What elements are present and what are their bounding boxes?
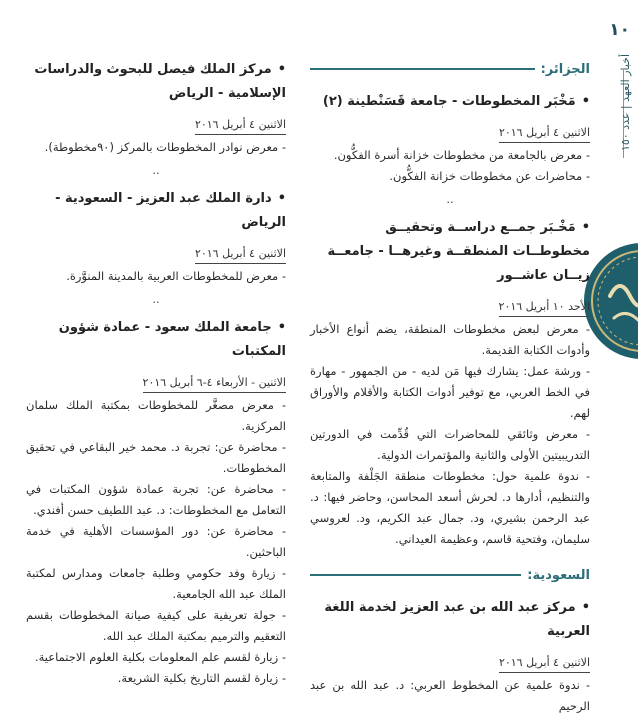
list-item: - ورشة عمل: يشارك فيها مَن لديه - من الجمهور - مهارة في الخط العربي، مع توفير أدوات الكتابة والأقلام والأوراق لهم. <box>310 364 590 420</box>
list-item: - معرض مصغَّر للمخطوطات بمكتبة الملك سلمان المركزية. <box>26 398 286 433</box>
list-item: - زيارة وفد حكومي وطلبة جامعات ومدارس لمكتبة الملك عبد الله الجامعية. <box>26 566 286 601</box>
entry-date: الاثنين ٤ أبريل ٢٠١٦ <box>195 245 286 264</box>
section-rule <box>310 574 521 576</box>
journal-name: أخبار العهد <box>618 53 632 102</box>
list-item: - معرض لبعض مخطوطات المنطقة، يضم أنواع الأخبار وأدوات الكتابة القديمة. <box>310 322 590 357</box>
entry-title <box>310 596 590 644</box>
list-item: - محاضرة عن: دور المؤسسات الأهلية في خدمة الباحثين. <box>26 524 286 559</box>
section-header-algeria <box>310 58 590 80</box>
entry-title <box>26 58 286 106</box>
entry-title <box>26 316 286 364</box>
section-label: السعودية: <box>527 567 590 583</box>
right-column <box>310 58 590 717</box>
entry-title-text: مَخْـبَر جمــع دراســة وتحقيــق مخطوطــات المنطقــة وغيرهــا - جامعــة زيــان عاشــور <box>327 220 590 283</box>
bullet-icon: • <box>581 94 590 109</box>
entry-title <box>26 187 286 235</box>
entry-title-text: دارة الملك عبد العزيز - السعودية - الرياض <box>55 191 286 230</box>
list-item: - معرض وثائقي للمحاضرات التي قُدِّمت في الدورتين التدريبيتين الأولى والثانية والمؤتمرات الدولية. <box>310 427 590 462</box>
section-label: الجزائر: <box>540 61 590 77</box>
section-rule <box>310 68 535 70</box>
trailing-dots: .. <box>152 292 160 306</box>
running-head-text <box>619 54 632 151</box>
entry-title-text: مركز الملك فيصل للبحوث والدراسات الإسلامية - الرياض <box>34 62 286 101</box>
entry-djelfa <box>310 216 590 550</box>
left-column <box>26 58 286 689</box>
entry-title <box>310 216 590 288</box>
entry-date: الاثنين ٤ أبريل ٢٠١٦ <box>195 116 286 135</box>
list-item: - محاضرات عن مخطوطات خزانة الفكُّون. <box>389 169 590 183</box>
list-item: - ندوة علمية عن المخطوط العربي: د. عبد الله بن عبد الرحيم <box>310 678 590 713</box>
bullet-icon: • <box>277 191 286 206</box>
list-item: - محاضرة عن: تجربة د. محمد خير البقاعي في تحقيق المخطوطات. <box>26 440 286 475</box>
bullet-icon: • <box>277 62 286 77</box>
section-header-saudi <box>310 564 590 586</box>
bullet-icon: • <box>277 320 286 335</box>
entry-title-text: مَخْبَر المخطوطات - جامعة قَسَنْطينة (٢) <box>322 94 576 109</box>
entry-date: الأحد ١٠ أبريل ٢٠١٦ <box>499 298 590 317</box>
trailing-dots: .. <box>152 163 160 177</box>
entry-title-text: جامعة الملك سعود - عمادة شؤون المكتبات <box>58 320 286 359</box>
page-number: ١٠ <box>609 20 630 40</box>
list-item: - معرض للمخطوطات العربية بالمدينة المنوَّرة. <box>66 269 286 283</box>
entry-date: الاثنين - الأربعاء ٤-٦ أبريل ٢٠١٦ <box>143 374 286 393</box>
running-head <box>606 53 634 176</box>
list-item: - زيارة لقسم علم المعلومات بكلية العلوم الاجتماعية. <box>34 650 286 664</box>
list-item: - ندوة علمية حول: مخطوطات منطقة الجَلْفة والمتابعة والتنظيم، أدارها د. لحرش أسعد المحاسن، وحاضر فيها: د. عبد الرحمن بشيري، ود. جمال عبد الكريم، ود. لعروسي سليمان، وفتحية قاسم، وعظيمة العيداني. <box>310 469 590 546</box>
entry-date: الاثنين ٤ أبريل ٢٠١٦ <box>499 124 590 143</box>
entry-title-text: مركز عبد الله بن عبد العزيز لخدمة اللغة العربية <box>324 600 590 639</box>
list-item: - معرض نوادر المخطوطات بالمركز (٩٠مخطوطة). <box>44 140 286 154</box>
bullet-icon: • <box>581 220 590 235</box>
entry-date: الاثنين ٤ أبريل ٢٠١٦ <box>499 654 590 673</box>
entry-constantine <box>310 90 590 210</box>
list-item: - معرض بالجامعة من مخطوطات خزانة أسرة الفكُّون. <box>333 148 590 162</box>
entry-king-abdulaziz-foundation <box>26 187 286 310</box>
entry-king-abdullah-center <box>310 596 590 717</box>
list-item: - جولة تعريفية على كيفية صيانة المخطوطات بقسم التعقيم والترميم بمكتبة الملك عبد الله. <box>26 608 286 643</box>
list-item: - زيارة لقسم التاريخ بكلية الشريعة. <box>117 671 286 685</box>
entry-king-faisal-center <box>26 58 286 181</box>
entry-title <box>310 90 590 114</box>
head-separator: | <box>618 105 632 113</box>
trailing-dots: .. <box>446 192 454 206</box>
bullet-icon: • <box>581 600 590 615</box>
entry-king-saud-university <box>26 316 286 689</box>
issue-number: عدد ١٥٠ <box>618 112 632 152</box>
list-item: - محاضرة عن: تجربة عمادة شؤون المكتبات في التعامل مع المخطوطات: د. عبد اللطيف حسن أفندي. <box>26 482 286 517</box>
